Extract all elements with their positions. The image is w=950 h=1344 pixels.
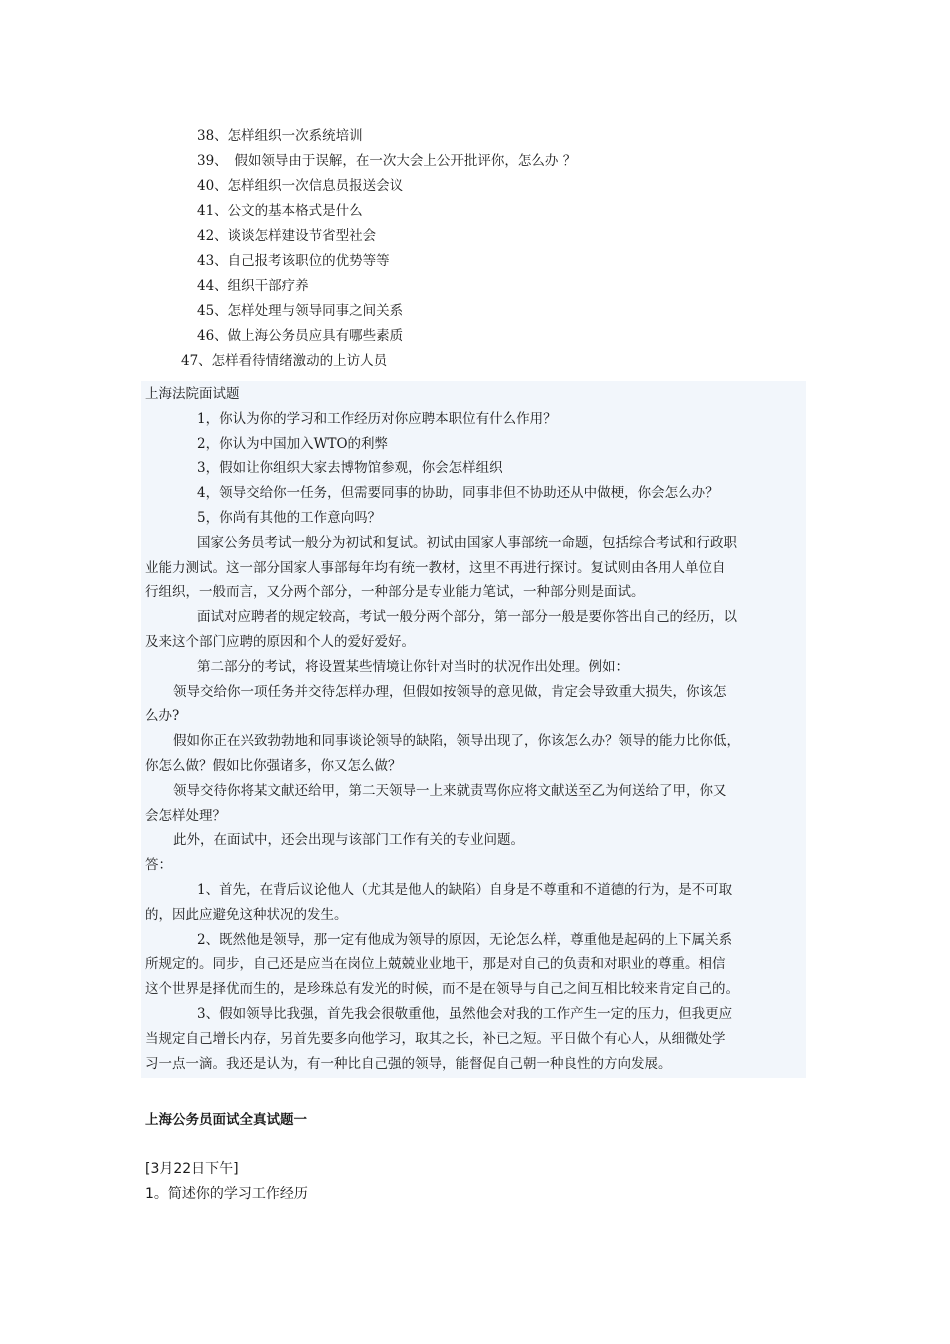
paragraph-line: 你怎么做？假如比你强诸多，你又怎么做？ — [145, 757, 402, 774]
court-question: 5，你尚有其他的工作意向吗？ — [197, 509, 382, 526]
paragraph-line: 第二部分的考试，将设置某些情境让你针对当时的状况作出处理。例如： — [197, 658, 629, 675]
exam-date: [3月22日下午] — [145, 1161, 239, 1177]
paragraph-line: 领导交待你将某文献还给甲，第二天领导一上来就责骂你应将文献送至乙为何送给了甲，你又 — [173, 782, 727, 799]
answer-line: 3、假如领导比我强，首先我会很敬重他，虽然他会对我的工作产生一定的压力，但我更应 — [197, 1005, 733, 1022]
paragraph-line: 会怎样处理？ — [145, 807, 226, 824]
answer-line: 2、既然他是领导，那一定有他成为领导的原因，无论怎么样，尊重他是起码的上下属关系 — [197, 931, 733, 948]
section-title: 上海法院面试题 — [145, 386, 240, 402]
list-item: 45、怎样处理与领导同事之间关系 — [197, 303, 404, 319]
list-item: 40、怎样组织一次信息员报送会议 — [197, 178, 404, 194]
paragraph-line: 领导交给你一项任务并交待怎样办理，但假如按领导的意见做，肯定会导致重大损失，你该怎 — [173, 683, 727, 700]
answer-label: 答： — [145, 857, 172, 874]
paragraph-line: 假如你正在兴致勃勃地和同事谈论领导的缺陷，领导出现了，你该怎么办？领导的能力比你低， — [173, 733, 740, 750]
paragraph-line: 国家公务员考试一般分为初试和复试。初试由国家人事部统一命题，包括综合考试和行政职 — [197, 534, 737, 551]
paragraph-line: 么办? — [145, 708, 180, 725]
paragraph-line: 及来这个部门应聘的原因和个人的爱好爱好。 — [145, 633, 415, 650]
answer-line: 的，因此应避免这种状况的发生。 — [145, 906, 348, 923]
court-question: 1，你认为你的学习和工作经历对你应聘本职位有什么作用？ — [197, 410, 557, 427]
court-question: 4，领导交给你一任务，但需要同事的协助，同事非但不协助还从中做梗，你会怎么办？ — [197, 485, 719, 502]
list-item: 38、怎样组织一次系统培训 — [197, 128, 363, 144]
paragraph-line: 此外，在面试中，还会出现与该部门工作有关的专业问题。 — [173, 832, 524, 849]
court-question: 3，假如让你组织大家去博物馆参观，你会怎样组织 — [197, 460, 503, 477]
court-question: 2，你认为中国加入WTO的利弊 — [197, 435, 389, 452]
answer-line: 所规定的。同步，自己还是应当在岗位上兢兢业业地干，那是对自己的负责和对职业的尊重。相信 — [145, 956, 726, 973]
list-item: 44、组织干部疗养 — [197, 278, 309, 294]
court-section — [145, 382, 805, 1076]
list-item: 39、 假如领导由于误解，在一次大会上公开批评你，怎么办 ？ — [197, 153, 577, 169]
list-item: 47、怎样看待情绪激动的上访人员 — [181, 353, 388, 369]
list-item: 43、自己报考该职位的优势等等 — [197, 253, 390, 269]
paragraph-line: 业能力测试。这一部分国家人事部每年均有统一教材，这里不再进行探讨。复试则由各用人单位自 — [145, 559, 726, 576]
exam-question: 1。简述你的学习工作经历 — [145, 1186, 308, 1202]
exam-heading: 上海公务员面试全真试题一 — [145, 1112, 307, 1128]
answer-line: 1、首先，在背后议论他人（尤其是他人的缺陷）自身是不尊重和不道德的行为，是不可取 — [197, 881, 733, 898]
list-item: 46、做上海公务员应具有哪些素质 — [197, 328, 404, 344]
list-item: 41、公文的基本格式是什么 — [197, 203, 363, 219]
answer-line: 当规定自己增长内存，另首先要多向他学习，取其之长，补已之短。平日做个有心人，从细微处学 — [145, 1030, 726, 1047]
answer-line: 习一点一滴。我还是认为，有一种比自己强的领导，能督促自己朝一种良性的方向发展。 — [145, 1055, 672, 1072]
question-list — [0, 124, 950, 374]
paragraph-line: 面试对应聘者的规定较高，考试一般分两个部分，第一部分一般是要你答出自己的经历，以 — [197, 609, 737, 626]
answer-line: 这个世界是择优而生的，是珍珠总有发光的时候，而不是在领导与自己之间互相比较来肯定自己的。 — [145, 981, 739, 998]
list-item: 42、谈谈怎样建设节省型社会 — [197, 228, 377, 244]
paragraph-line: 行组织，一般而言，又分两个部分，一种部分是专业能力笔试，一种部分则是面试。 — [145, 584, 645, 601]
